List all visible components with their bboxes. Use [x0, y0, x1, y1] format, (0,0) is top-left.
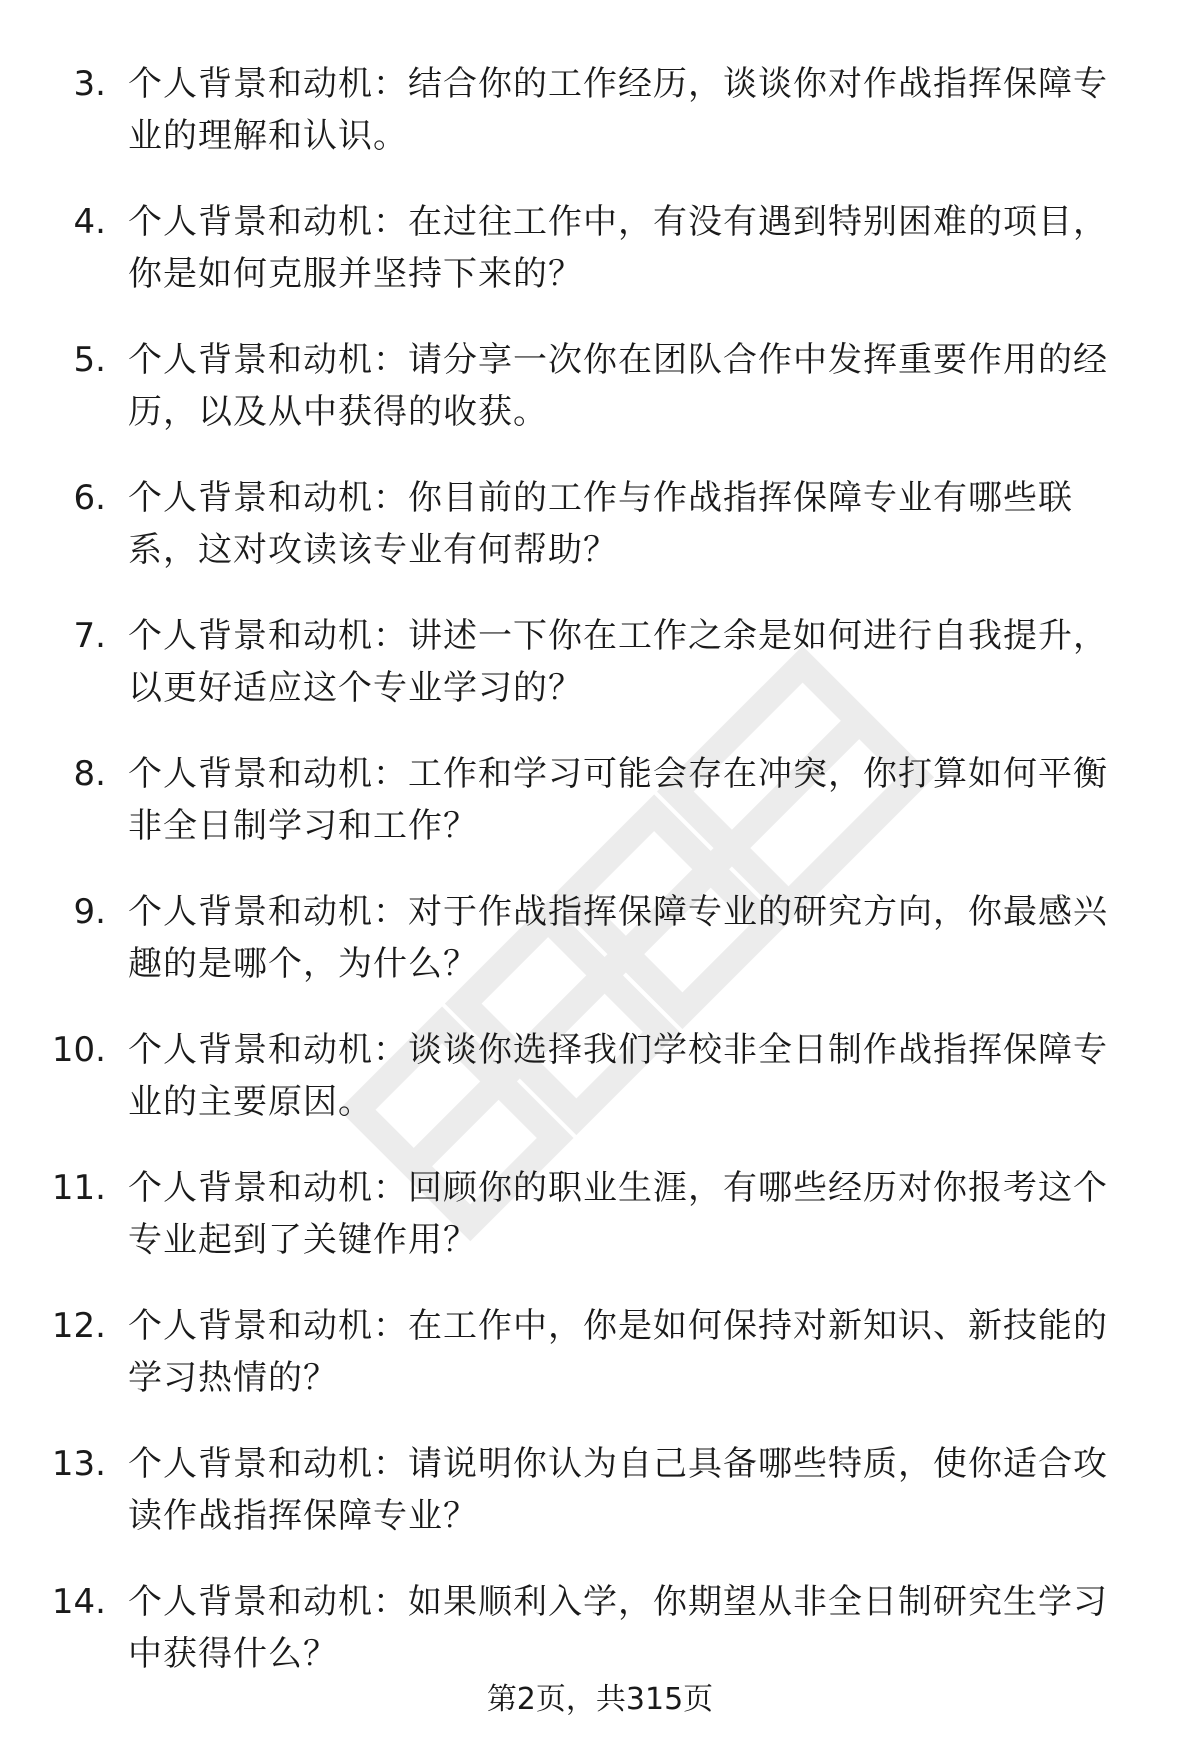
question-number: 13.: [51, 1444, 106, 1484]
question-text: 个人背景和动机：对于作战指挥保障专业的研究方向，你最感兴趣的是哪个，为什么？: [128, 892, 1108, 984]
question-text: 个人背景和动机：在过往工作中，有没有遇到特别困难的项目，你是如何克服并坚持下来的？: [128, 202, 1108, 294]
question-text: 个人背景和动机：你目前的工作与作战指挥保障专业有哪些联系，这对攻读该专业有何帮助？: [128, 478, 1073, 570]
question-number: 4.: [73, 202, 106, 242]
question-text: 个人背景和动机：结合你的工作经历，谈谈你对作战指挥保障专业的理解和认识。: [128, 64, 1108, 156]
list-item: [0, 334, 1200, 472]
question-number: 5.: [73, 340, 106, 380]
list-item: [0, 748, 1200, 886]
list-item: [0, 610, 1200, 748]
list-item: [0, 196, 1200, 334]
list-item: [0, 472, 1200, 610]
list-item: [0, 1162, 1200, 1300]
question-number: 11.: [51, 1168, 106, 1208]
question-text: 个人背景和动机：如果顺利入学，你期望从非全日制研究生学习中获得什么？: [128, 1582, 1108, 1674]
question-text: 个人背景和动机：讲述一下你在工作之余是如何进行自我提升，以更好适应这个专业学习的？: [128, 616, 1108, 708]
question-number: 6.: [73, 478, 106, 518]
question-number: 3.: [73, 64, 106, 104]
question-number: 12.: [51, 1306, 106, 1346]
list-item: [0, 1438, 1200, 1576]
question-list: [0, 58, 1200, 1714]
question-text: 个人背景和动机：在工作中，你是如何保持对新知识、新技能的学习热情的？: [128, 1306, 1108, 1398]
question-text: 个人背景和动机：谈谈你选择我们学校非全日制作战指挥保障专业的主要原因。: [128, 1030, 1108, 1122]
list-item: [0, 58, 1200, 196]
question-number: 7.: [73, 616, 106, 656]
question-text: 个人背景和动机：请分享一次你在团队合作中发挥重要作用的经历，以及从中获得的收获。: [128, 340, 1108, 432]
question-number: 10.: [51, 1030, 106, 1070]
question-text: 个人背景和动机：回顾你的职业生涯，有哪些经历对你报考这个专业起到了关键作用？: [128, 1168, 1108, 1260]
question-number: 8.: [73, 754, 106, 794]
question-text: 个人背景和动机：工作和学习可能会存在冲突，你打算如何平衡非全日制学习和工作？: [128, 754, 1108, 846]
list-item: [0, 886, 1200, 1024]
list-item: [0, 1024, 1200, 1162]
question-text: 个人背景和动机：请说明你认为自己具备哪些特质，使你适合攻读作战指挥保障专业？: [128, 1444, 1108, 1536]
question-number: 9.: [73, 892, 106, 932]
question-number: 14.: [51, 1582, 106, 1622]
list-item: [0, 1300, 1200, 1438]
page-footer: 第2页，共315页: [486, 1682, 714, 1717]
